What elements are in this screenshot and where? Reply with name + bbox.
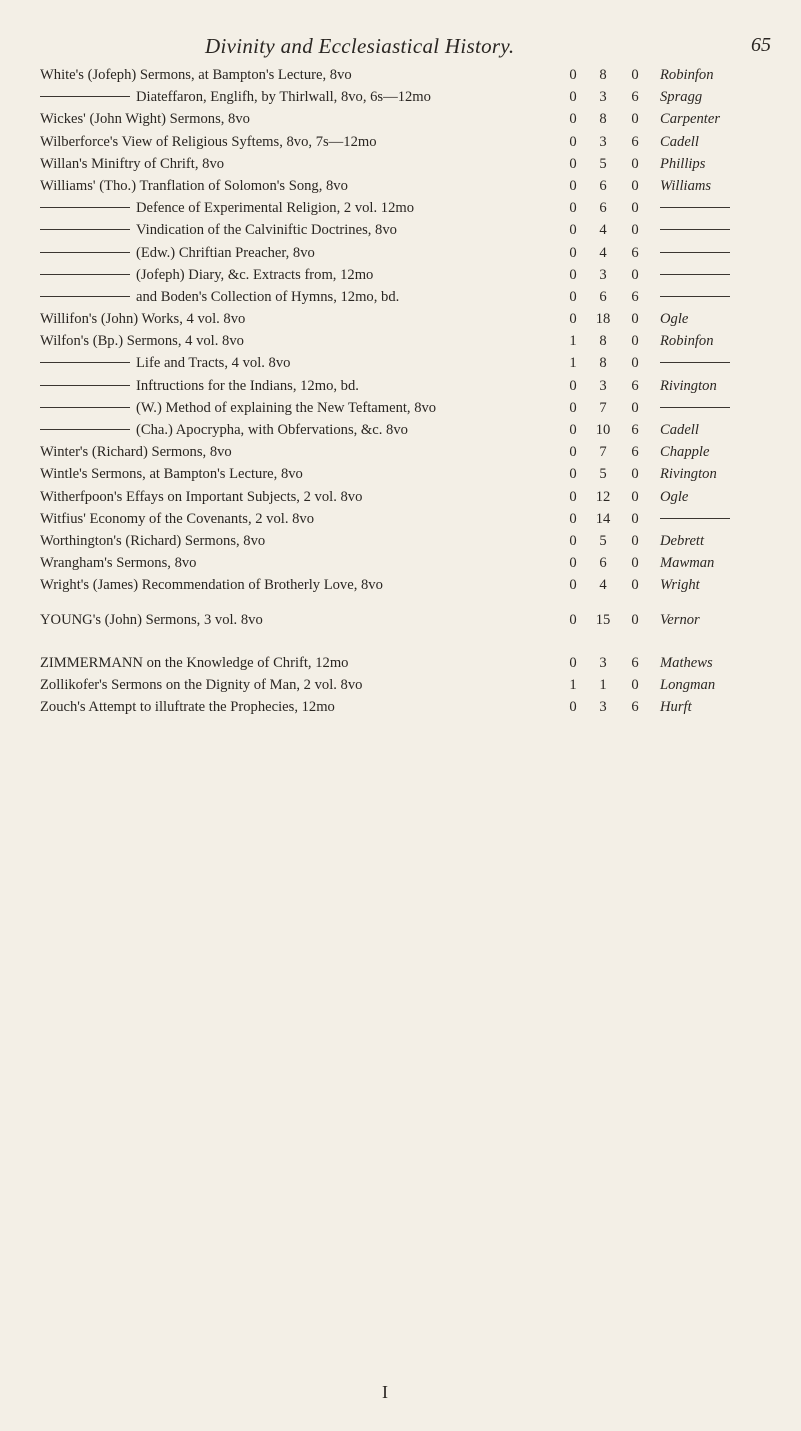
publisher-name: Longman [660, 677, 716, 694]
shillings-value: 10 [595, 422, 611, 438]
shillings-value: 6 [599, 288, 607, 305]
shillings-value: 18 [595, 311, 611, 328]
publisher-name: Robinfon [660, 67, 714, 83]
catalogue-entry [0, 175, 801, 197]
publisher-name: Spragg [660, 89, 703, 106]
entry-title [40, 175, 348, 197]
entry-text: Defence of Experimental Religion, 2 vol. 12mo [136, 200, 415, 217]
pounds-value: 0 [569, 532, 577, 549]
entry-text: ZIMMERMANN on the Knowledge of Chrift, 12mo [40, 655, 349, 671]
publisher-name: Williams [660, 177, 712, 194]
shillings-value: 6 [599, 177, 607, 194]
entry-title [40, 486, 362, 508]
entry-text: and Boden's Collection of Hymns, 12mo, bd. [136, 288, 400, 305]
entry-text: Wintle's Sermons, at Bampton's Lecture, 8vo [40, 466, 303, 483]
pounds-value: 0 [569, 444, 577, 461]
pounds-value: 0 [569, 311, 577, 328]
publisher-name: Hurft [660, 699, 692, 716]
pounds-value: 0 [569, 699, 577, 716]
shillings-value: 5 [599, 466, 607, 483]
entry-text: Inftructions for the Indians, 12mo, bd. [136, 377, 359, 394]
shillings-value: 8 [599, 67, 607, 83]
pence-value: 0 [631, 333, 639, 350]
entry-title [40, 552, 196, 574]
entry-text: Worthington's (Richard) Sermons, 8vo [40, 532, 266, 549]
pence-value: 0 [631, 399, 639, 416]
pounds-value: 0 [569, 89, 577, 106]
publisher-name: Phillips [660, 155, 706, 172]
publisher-name [660, 286, 730, 308]
catalogue-entry [0, 264, 801, 286]
entry-text: (W.) Method of explaining the New Teftament, 8vo [136, 399, 437, 416]
entry-title [40, 197, 414, 219]
shillings-value: 6 [599, 200, 607, 217]
entry-text: Winter's (Richard) Sermons, 8vo [40, 444, 232, 461]
pounds-value: 0 [569, 422, 577, 438]
catalogue-entry [0, 574, 801, 596]
entry-title [40, 674, 362, 696]
entry-text: Willan's Miniftry of Chrift, 8vo [40, 155, 225, 172]
catalogue-entry [0, 674, 801, 696]
catalogue-entry [0, 397, 801, 419]
entry-text: Wrangham's Sermons, 8vo [40, 555, 197, 572]
entry-title [40, 652, 348, 674]
entry-title [40, 330, 244, 352]
ditto-rule [40, 252, 130, 253]
pence-value: 0 [631, 266, 639, 283]
ditto-rule [40, 385, 130, 386]
entry-text: Williams' (Tho.) Tranflation of Solomon's Song, 8vo [40, 177, 348, 194]
pence-value: 6 [631, 444, 639, 461]
pounds-value: 0 [569, 555, 577, 572]
publisher-name: Robinfon [660, 333, 714, 350]
shillings-value: 3 [599, 89, 607, 106]
entry-text: Zollikofer's Sermons on the Dignity of Man, 2 vol. 8vo [40, 677, 363, 694]
entry-text: Witherfpoon's Effays on Important Subjects, 2 vol. 8vo [40, 488, 363, 505]
entry-title [40, 375, 359, 397]
entry-text: (Cha.) Apocrypha, with Obfervations, &c. 8vo [136, 422, 408, 438]
pounds-value: 0 [569, 222, 577, 239]
pence-value: 0 [631, 111, 639, 128]
catalogue-entry [0, 108, 801, 130]
publisher-name [660, 219, 730, 241]
entry-text: Diateffaron, Englifh, by Thirlwall, 8vo, 6s—12mo [136, 89, 431, 106]
publisher-name: Ogle [660, 311, 689, 328]
entry-title [40, 609, 263, 631]
pence-value: 0 [631, 466, 639, 483]
catalogue-entry [0, 463, 801, 485]
pounds-value: 1 [569, 677, 577, 694]
entry-text: (Edw.) Chriftian Preacher, 8vo [136, 244, 315, 261]
shillings-value: 8 [599, 111, 607, 128]
entry-title [40, 86, 431, 108]
entry-title [40, 64, 352, 86]
pounds-value: 0 [569, 133, 577, 150]
shillings-value: 3 [599, 655, 607, 671]
pence-value: 6 [631, 244, 639, 261]
pounds-value: 0 [569, 177, 577, 194]
entry-text: YOUNG's (John) Sermons, 3 vol. 8vo [40, 612, 263, 628]
publisher-name: Cadell [660, 133, 699, 150]
catalogue-entry [0, 153, 801, 175]
ditto-rule [40, 96, 130, 97]
pounds-value: 0 [569, 488, 577, 505]
ditto-rule [40, 429, 130, 430]
entry-text: Vindication of the Calviniftic Doctrines, 8vo [136, 222, 397, 239]
entry-title [40, 574, 383, 596]
entry-title [40, 286, 399, 308]
running-header [0, 34, 801, 64]
entry-title [40, 696, 335, 718]
catalogue-entry [0, 652, 801, 674]
catalogue-entry [0, 86, 801, 108]
entry-text: Wilfon's (Bp.) Sermons, 4 vol. 8vo [40, 333, 244, 350]
catalogue-entry [0, 441, 801, 463]
publisher-name: Debrett [660, 532, 705, 549]
publisher-name [660, 508, 730, 530]
catalogue-entry [0, 419, 801, 441]
pence-value: 6 [631, 133, 639, 150]
entry-text: Zouch's Attempt to illuftrate the Prophecies, 12mo [40, 699, 335, 716]
ditto-rule [40, 362, 130, 363]
pounds-value: 0 [569, 399, 577, 416]
publisher-name: Chapple [660, 444, 710, 461]
entry-text: Willifon's (John) Works, 4 vol. 8vo [40, 311, 246, 328]
publisher-name: Mawman [660, 555, 715, 572]
catalogue-entry [0, 609, 801, 631]
entry-title [40, 441, 232, 463]
publisher-name [660, 264, 730, 286]
pence-value: 0 [631, 177, 639, 194]
ditto-rule [40, 274, 130, 275]
pounds-value: 0 [569, 111, 577, 128]
publisher-name: Cadell [660, 422, 699, 438]
entry-title [40, 463, 303, 485]
catalogue-entry [0, 696, 801, 718]
pence-value: 0 [631, 488, 639, 505]
ditto-rule [40, 407, 130, 408]
entry-title [40, 264, 373, 286]
catalogue-entry [0, 552, 801, 574]
catalogue-entry [0, 330, 801, 352]
catalogue-entry [0, 64, 801, 86]
pounds-value: 0 [569, 510, 577, 527]
pence-value: 0 [631, 222, 639, 239]
pence-value: 6 [631, 377, 639, 394]
shillings-value: 14 [595, 510, 611, 527]
pounds-value: 1 [569, 355, 577, 372]
entries-w [0, 64, 801, 597]
shillings-value: 3 [599, 377, 607, 394]
pence-value: 0 [631, 155, 639, 172]
publisher-name: Mathews [660, 655, 713, 671]
entry-text: Witfius' Economy of the Covenants, 2 vol. 8vo [40, 510, 315, 527]
entry-title [40, 530, 265, 552]
pence-value: 0 [631, 355, 639, 372]
entry-title [40, 108, 250, 130]
catalogue-entry [0, 219, 801, 241]
page-number: 65 [751, 34, 771, 56]
pence-value: 0 [631, 311, 639, 328]
signature-mark: I [382, 1382, 388, 1402]
pounds-value: 0 [569, 288, 577, 305]
entry-text: (Jofeph) Diary, &c. Extracts from, 12mo [136, 266, 374, 283]
pounds-value: 0 [569, 200, 577, 217]
pence-value: 0 [631, 555, 639, 572]
pence-value: 0 [631, 200, 639, 217]
shillings-value: 7 [599, 444, 607, 461]
entry-title [40, 219, 397, 241]
pounds-value: 1 [569, 333, 577, 350]
pounds-value: 0 [569, 655, 577, 671]
shillings-value: 4 [599, 244, 607, 261]
entry-title [40, 352, 290, 374]
entries-y [0, 609, 801, 631]
catalogue-entry [0, 286, 801, 308]
catalogue-entry [0, 197, 801, 219]
catalogue-entry [0, 486, 801, 508]
entry-text: Wickes' (John Wight) Sermons, 8vo [40, 111, 250, 128]
shillings-value: 1 [599, 677, 607, 694]
pounds-value: 0 [569, 155, 577, 172]
entry-title [40, 131, 377, 153]
entry-title [40, 242, 315, 264]
entries-z [0, 652, 801, 719]
catalogue-entry [0, 352, 801, 374]
shillings-value: 4 [599, 222, 607, 239]
publisher-name: Wright [660, 577, 700, 594]
pence-value: 0 [631, 577, 639, 594]
shillings-value: 12 [595, 488, 611, 505]
entry-text: Wilberforce's View of Religious Syftems, 8vo, 7s—12mo [40, 133, 377, 150]
publisher-name: Ogle [660, 488, 689, 505]
shillings-value: 6 [599, 555, 607, 572]
pence-value: 0 [631, 67, 639, 83]
pounds-value: 0 [569, 466, 577, 483]
pounds-value: 0 [569, 244, 577, 261]
entry-title [40, 419, 408, 441]
shillings-value: 3 [599, 133, 607, 150]
shillings-value: 3 [599, 266, 607, 283]
publisher-name [660, 352, 730, 374]
ditto-rule [40, 229, 130, 230]
publisher-name: Vernor [660, 612, 700, 628]
pence-value: 0 [631, 510, 639, 527]
publisher-name [660, 397, 730, 419]
entry-title [40, 508, 314, 530]
pounds-value: 0 [569, 612, 577, 628]
entry-title [40, 153, 224, 175]
shillings-value: 5 [599, 155, 607, 172]
pence-value: 0 [631, 677, 639, 694]
running-title: Divinity and Ecclesiastical History. [205, 34, 515, 58]
publisher-name [660, 242, 730, 264]
pence-value: 6 [631, 288, 639, 305]
shillings-value: 4 [599, 577, 607, 594]
shillings-value: 8 [599, 333, 607, 350]
catalogue-entry [0, 131, 801, 153]
entry-text: Wright's (James) Recommendation of Brotherly Love, 8vo [40, 577, 383, 594]
entry-text: White's (Jofeph) Sermons, at Bampton's Lecture, 8vo [40, 67, 352, 83]
pence-value: 0 [631, 532, 639, 549]
pounds-value: 0 [569, 377, 577, 394]
pounds-value: 0 [569, 577, 577, 594]
shillings-value: 3 [599, 699, 607, 716]
ditto-rule [40, 207, 130, 208]
entry-text: Life and Tracts, 4 vol. 8vo [136, 355, 291, 372]
catalogue-entry [0, 242, 801, 264]
pence-value: 6 [631, 699, 639, 716]
shillings-value: 7 [599, 399, 607, 416]
shillings-value: 5 [599, 532, 607, 549]
shillings-value: 8 [599, 355, 607, 372]
publisher-name: Rivington [660, 377, 717, 394]
shillings-value: 15 [595, 612, 611, 628]
publisher-name: Carpenter [660, 111, 720, 128]
ditto-rule [40, 296, 130, 297]
entry-title [40, 308, 245, 330]
pounds-value: 0 [569, 266, 577, 283]
pence-value: 6 [631, 422, 639, 438]
publisher-name: Rivington [660, 466, 717, 483]
pence-value: 6 [631, 89, 639, 106]
publisher-name [660, 197, 730, 219]
catalogue-entry [0, 530, 801, 552]
catalogue-entry [0, 308, 801, 330]
pence-value: 0 [631, 612, 639, 628]
pence-value: 6 [631, 655, 639, 671]
pounds-value: 0 [569, 67, 577, 83]
entry-title [40, 397, 436, 419]
catalogue-entry [0, 508, 801, 530]
catalogue-entry [0, 375, 801, 397]
